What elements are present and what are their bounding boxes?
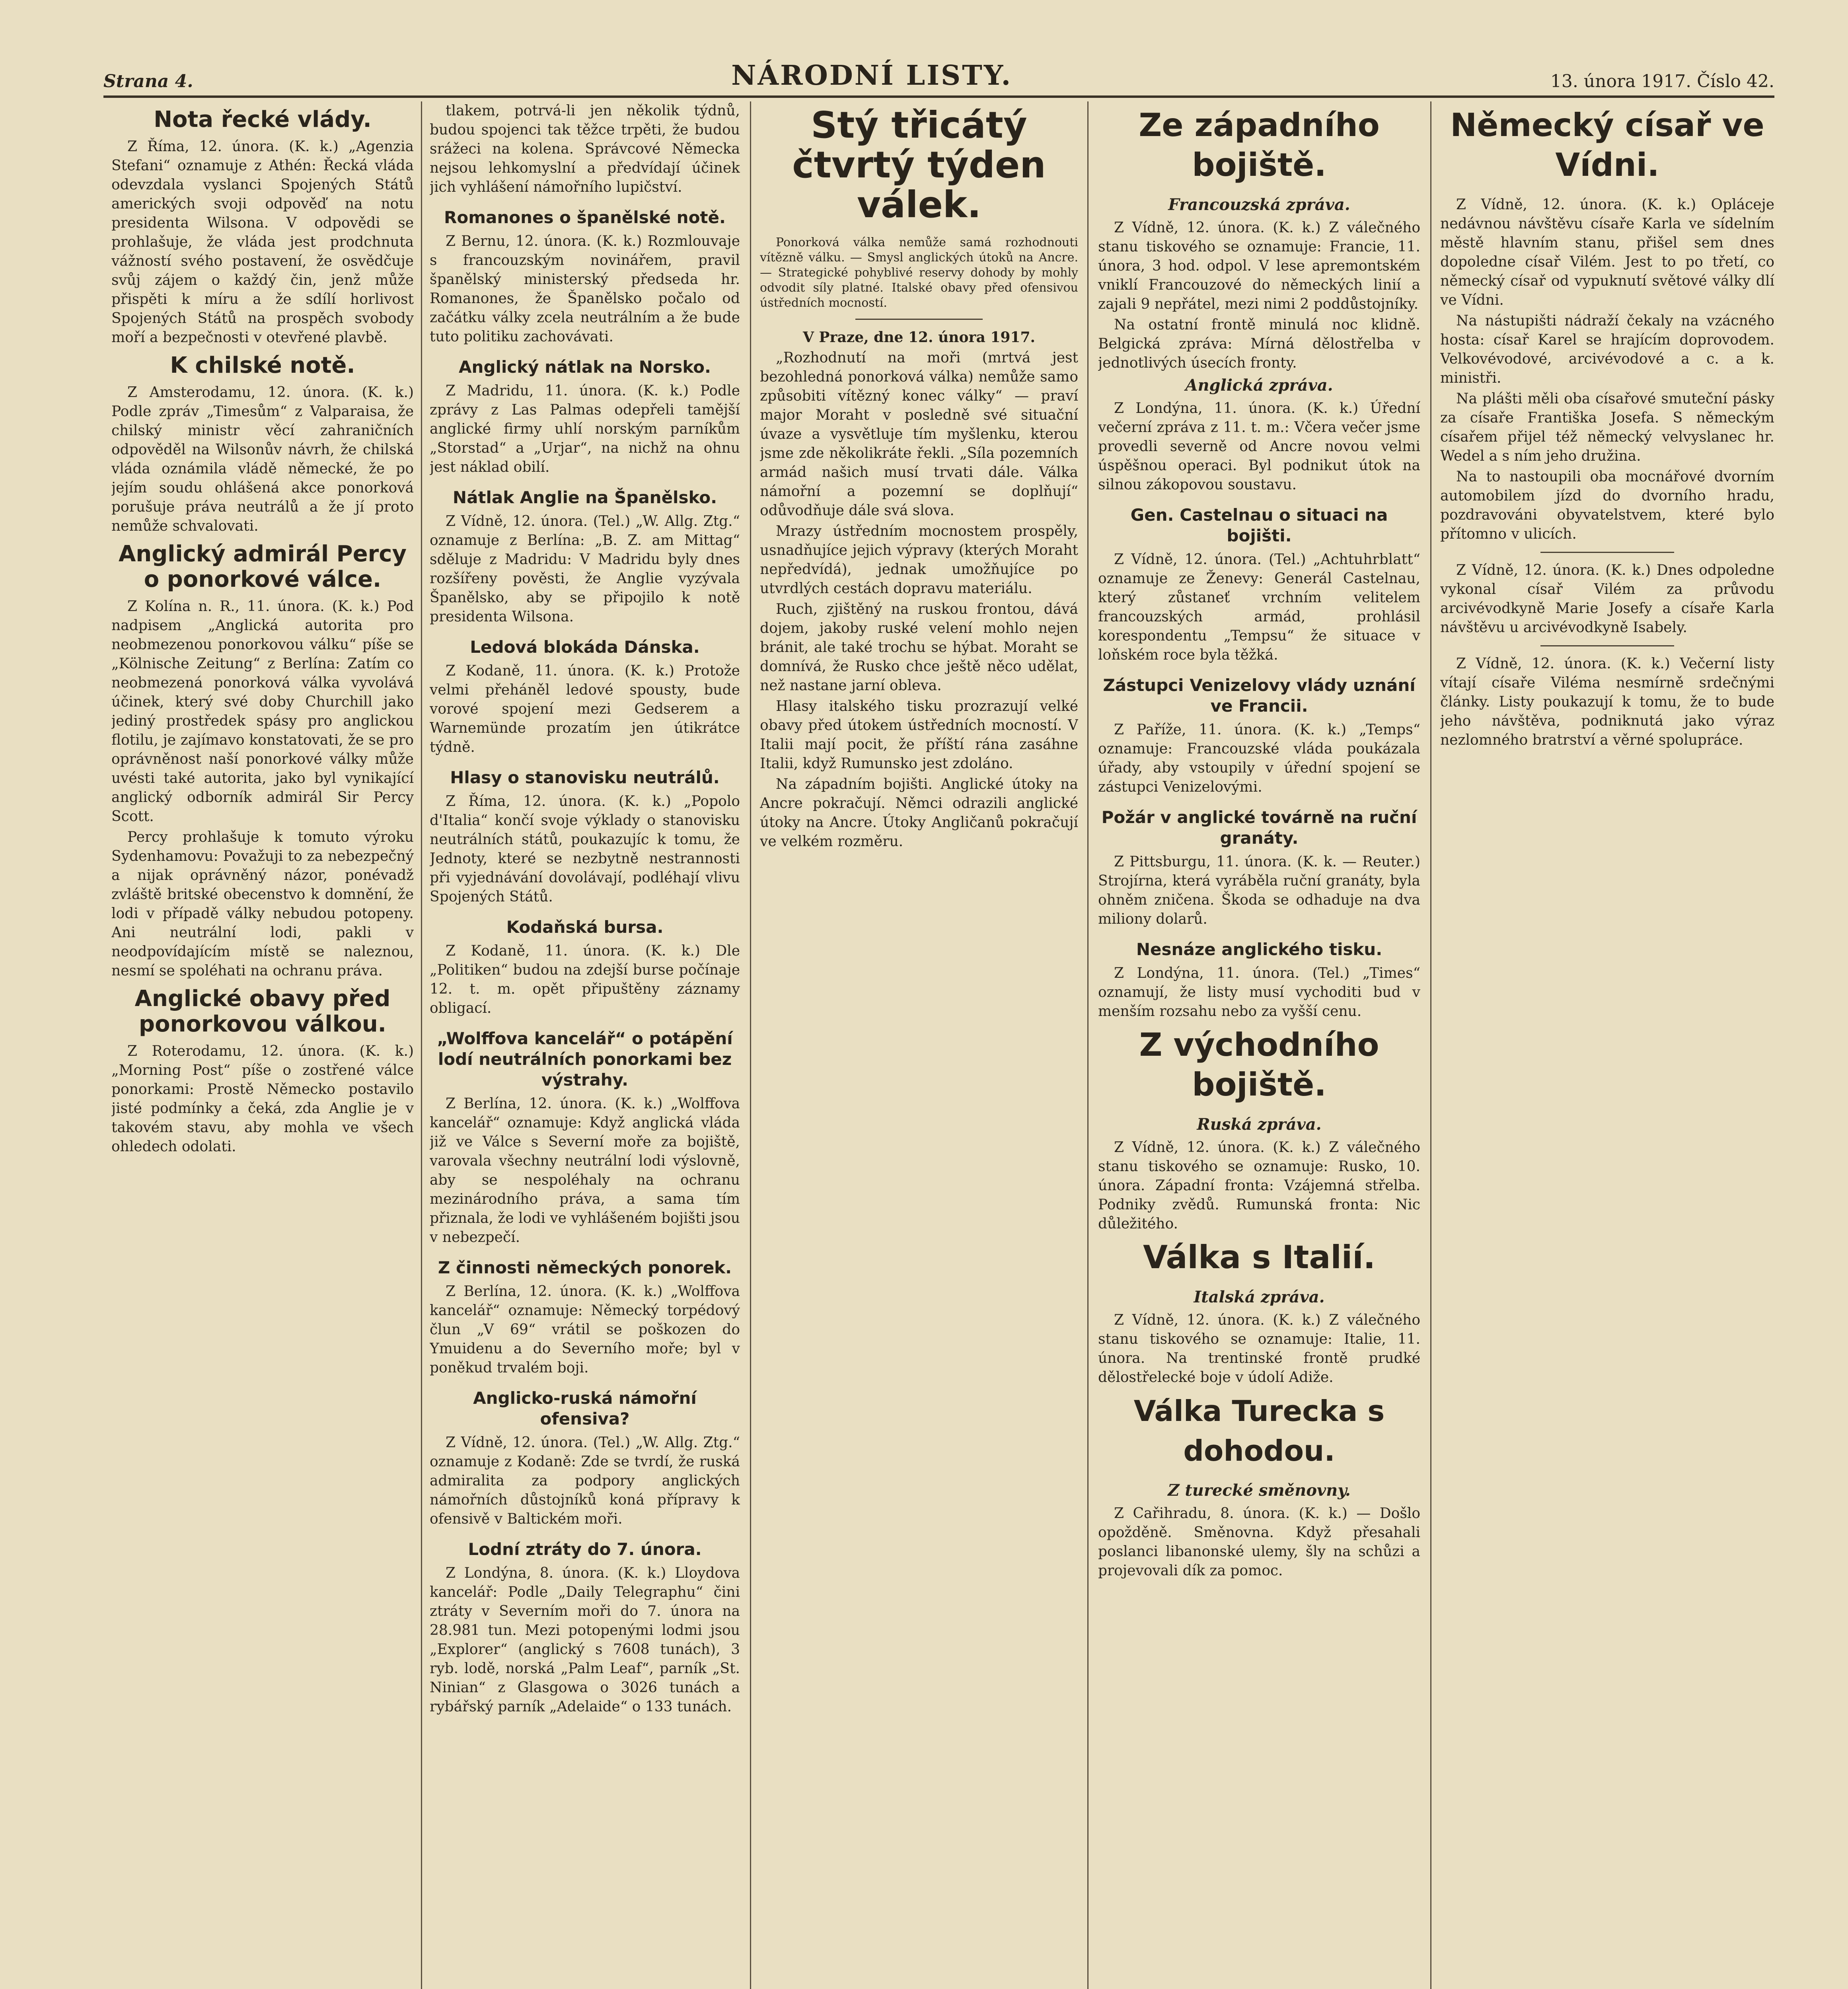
article-headline: Hlasy o stanovisku neutrálů. — [450, 768, 720, 787]
article-text: Na to nastoupili oba mocnářové dvorním automobilem jízd do dvorního hradu, pozdravováni obyvatelstvem, které bylo přítomno v ulicích. — [1440, 469, 1774, 542]
article-headline: Romanones o španělské notě. — [444, 208, 726, 227]
article-headline: Požár v anglické továrně na ruční granáty. — [1101, 808, 1417, 848]
article-text: Ruch, zjištěný na ruskou frontou, dává dojem, jakoby ruské velení mohlo nejen bránit, ale také trochu se hýbat. Moraht se domnívá, že Rusko chce ještě něco udělat, než nastane jarní obleva. — [760, 601, 1078, 694]
article-subhead: Italská zpráva. — [1194, 1288, 1325, 1306]
article-headline: Ledová blokáda Dánska. — [470, 637, 700, 657]
column-divider — [1430, 101, 1431, 1989]
column-3 — [760, 101, 1078, 1989]
article-text: Z Vídně, 12. února. (K. k.) Opláceje nedávnou návštěvu císaře Karla ve sídelním městě hlavním stanu, přišel sem dnes dopoledne císař Vilém. Jest to po třetí, co německý císař od vypuknutí světové války dlí ve Vídni. — [1440, 197, 1774, 308]
column-1 — [111, 101, 414, 1989]
article-text: Z Vídně, 12. února. (K. k.) Večerní listy vítají císaře Viléma nesmírně srdečnými články. Listy poukazují k tomu, že to bude jeho návštěva, podniknutá jako výraz nezlomného bratrství a věrné spolupráce. — [1440, 656, 1774, 748]
article-text: Z Berlína, 12. února. (K. k.) „Wolffova kancelář“ oznamuje: Německý torpédový člun „V 69“ vrátil se poškozen do Ymuidenu a do Severního moře; byl v poněkud trvalém boji. — [430, 1283, 740, 1376]
article-headline: Nota řecké vlády. — [154, 107, 372, 132]
article-headline: Německý císař ve Vídni. — [1450, 107, 1764, 183]
article-headline: Nátlak Anglie na Španělsko. — [452, 488, 717, 507]
article-headline: Anglický admirál Percy o ponorkové válce. — [119, 541, 407, 592]
article-headline: Zástupci Venizelovy vlády uznání ve Francii. — [1103, 675, 1416, 716]
article-text: Z Roterodamu, 12. února. (K. k.) „Morning Post“ píše o zostřené válce ponorkami: Prostě Německo postavilo jisté podmínky a čeká, zda Anglie je v takovém stavu, aby mohla ve všech ohledech odolati. — [111, 1043, 414, 1155]
column-4 — [1098, 101, 1420, 1989]
article-subhead: Anglická zpráva. — [1185, 376, 1333, 395]
article-text: Z Vídně, 12. února. (K. k.) Z válečného stanu tiskového se oznamuje: Francie, 11. února, 3 hod. odpol. V lese apremontském vniklí Francouzové do německých linií a zajali 9 nepřátel, mezi nimi 2 poddůstojníky. — [1098, 220, 1420, 312]
column-divider — [421, 101, 422, 1989]
article-text: Z Londýna, 8. února. (K. k.) Lloydova kancelář: Podle „Daily Telegraphu“ čini ztráty v Severním moři do 7. února na 28.981 tun. Mezi potopenými lodmi jsou „Explorer“ (anglický s 7608 tunách), 3 ryb. lodě, norská „Palm Leaf“, parník „St. Ninian“ z Glasgowa o 3026 tunách a rybářský parník „Adelaide“ o 133 tunách. — [430, 1565, 740, 1715]
article-headline: Stý třicátý čtvrtý týden válek. — [792, 104, 1046, 226]
article-headline: Gen. Castelnau o situaci na bojišti. — [1130, 505, 1388, 545]
article-text: Z Bernu, 12. února. (K. k.) Rozmlouvaje s francouzským novinářem, pravil španělský ministerský předseda hr. Romanones, že Španělsko počalo od začátku války zcela neutrálním a že bude tuto politiku zachovávati. — [430, 233, 740, 345]
column-divider — [1087, 101, 1089, 1989]
article-text: Z Vídně, 12. února. (Tel.) „W. Allg. Ztg.“ oznamuje z Kodaně: Zde se tvrdí, že ruská admiralita za podpory anglických námořních důstojníků koná přípravy k ofensivě v Baltickém moři. — [430, 1434, 740, 1527]
article-text: Z Amsterodamu, 12. února. (K. k.) Podle zpráv „Timesům“ z Valparaisa, že chilský ministr věcí zahraničních odpověděl na Wilsonův návrh, že chilská vláda oznámila vládě německé, že po jejím soudu ohlášená akce ponorková porušuje práva neutrálů a že jí proto nemůže schvalovati. — [111, 384, 414, 534]
article-text: Z Říma, 12. února. (K. k.) „Popolo d'Italia“ končí svoje výklady o stanovisku neutrálních států, poukazujíc k tomu, že Jednoty, které se nezbytně nestrannosti při vyjednávání dovolávají, podléhají vlivu Spojených Států. — [430, 793, 740, 905]
article-text: Z Paříže, 11. února. (K. k.) „Temps“ oznamuje: Francouzské vláda poukázala úřady, aby vstoupily v úřední spojení se zástupci Venizelovými. — [1098, 722, 1420, 795]
dateline: V Praze, dne 12. února 1917. — [802, 329, 1036, 346]
article-text: Hlasy italského tisku prozrazují velké obavy před útokem ústředních mocností. V Italii mají pocit, že příští rána zasáhne Italii, když Rumunsko jest zdoláno. — [760, 698, 1078, 772]
article-headline: Válka Turecka s dohodou. — [1133, 1394, 1385, 1467]
page-header — [103, 60, 1774, 98]
article-headline: Z činnosti německých ponorek. — [438, 1258, 732, 1277]
article-text: Z Vídně, 12. února. (K. k.) Z válečného stanu tiskového se oznamuje: Italie, 11. února. Na trentinské frontě prudké dělostřelecké boje v údolí Adiže. — [1098, 1312, 1420, 1386]
separator — [1540, 645, 1674, 646]
article-text: Na západním bojišti. Anglické útoky na Ancre pokračují. Němci odrazili anglické útoky na Ancre. Útoky Angličanů pokračují ve velkém rozměru. — [760, 776, 1078, 850]
article-text: Z Cařihradu, 8. února. (K. k.) — Došlo opožděně. Směnovna. Když přesahali poslanci libanonské ulemy, šly na schůzi a projevovali dík za pomoc. — [1098, 1505, 1420, 1579]
article-subhead: Ruská zpráva. — [1197, 1115, 1322, 1134]
article-headline: Válka s Italií. — [1143, 1239, 1376, 1276]
article-text: Na plášti měli oba císařové smuteční pásky za císaře Františka Josefa. S německým císařem přijel též německý velvyslanec hr. Wedel a s ním jeho družina. — [1440, 391, 1774, 464]
article-text: Mrazy ústředním mocnostem prospěly, usnadňujíce jejich výpravy (kterých Moraht nepředvídá), jednak umožňujíce po utvrdlých cestách dopravu materiálu. — [760, 523, 1078, 597]
article-text: Z Pittsburgu, 11. února. (K. k. — Reuter.) Strojírna, která vyráběla ruční granáty, byla ohněm zničena. Škoda se odhaduje na dva miliony dolarů. — [1098, 854, 1420, 927]
article-text: Na nástupišti nádraží čekaly na vzácného hosta: císař Karel se hrajícím doprovodem. Velkovévodové, arcivévodové a c. a k. ministři. — [1440, 313, 1774, 386]
article-text: Z Vídně, 12. února. (Tel.) „Achtuhrblatt“ oznamuje ze Ženevy: Generál Castelnau, který zůstaneť vrchním velitelem francouzských armád, prohlásil korespondentu „Tempsu“ že situace v loňském roce byla těžká. — [1098, 551, 1420, 663]
article-text: „Rozhodnutí na moři (mrtvá jest bezohledná ponorková válka) nemůže samo způsobiti vítězný konec války“ — praví major Moraht v posledně své situační úvaze a vysvětluje tím myšlenku, kterou jsme zde několikráte řekli. „Síla pozemních armád našich musí trvati dále. Válka námořní a pozemní se doplňují“ odůvodňuje dále svá slova. — [760, 350, 1078, 519]
article-text: Z Madridu, 11. února. (K. k.) Podle zprávy z Las Palmas odepřeli tamější anglické firmy uhlí norským parníkům „Storstad“ a „Urjar“, na nichž na ohnu jest náklad obilí. — [430, 383, 740, 475]
article-text: Z Vídně, 12. února. (Tel.) „W. Allg. Ztg.“ oznamuje z Berlína: „B. Z. am Mittag“ sděluje z Madridu: V Madridu byly dnes rozšířeny pověsti, že Anglie vyzývala Španělsko, aby se připojilo k notě presidenta Wilsona. — [430, 513, 740, 625]
column-divider — [750, 101, 751, 1989]
article-headline: Anglické obavy před ponorkovou válkou. — [134, 986, 391, 1037]
article-text: Z Berlína, 12. února. (K. k.) „Wolffova kancelář“ oznamuje: Když anglická vláda již ve Válce s Severní moře za bojiště, varovala všechny neutrální lodi výslovně, aby se nespoléhaly na ochranu mezinárodního práva, a sama tím přiznala, že lodi ve vyhlášeném bojišti jsou v nebezpečí. — [430, 1096, 740, 1246]
page-number: Strana 4. — [103, 71, 193, 91]
article-text: Na ostatní frontě minulá noc klidně. Belgická zpráva: Mírná dělostřelba v jednotlivých úsecích fronty. — [1098, 317, 1420, 371]
article-text: Z Londýna, 11. února. (K. k.) Úřední večerní zpráva z 11. t. m.: Včera večer jsme provedli severně od Ancre novou velmi úspěšnou operaci. Byl podnikut útok na silnou zákopovou soustavu. — [1098, 400, 1420, 493]
article-text: Z Vídně, 12. února. (K. k.) Z válečného stanu tiskového se oznamuje: Rusko, 10. února. Západní fronta: Vzájemná střelba. Podniky zvědů. Rumunská fronta: Nic důležitého. — [1098, 1139, 1420, 1232]
article-headline: K chilské notě. — [170, 352, 355, 378]
article-subhead: Z turecké směnovny. — [1168, 1481, 1351, 1500]
newspaper-title: NÁRODNÍ LISTY. — [731, 60, 1013, 91]
article-headline: Anglicko-ruská námořní ofensiva? — [473, 1388, 697, 1428]
article-text: Percy prohlašuje k tomuto výroku Sydenhamovu: Považuji to za nebezpečný a nijak oprávněný názor, ponévadž zvláště britské obecenstvo k domnění, že lodi v případě války nebudou potopeny. Ani neutrální lodi, pakli v neodpovídajícím místě se naleznou, nesmí se spoléhati na ochranu práva. — [111, 829, 414, 979]
article-text: Z Vídně, 12. února. (K. k.) Dnes odpoledne vykonal císař Vilém za průvodu arcivévodkyně Marie Josefy a císaře Karla návštěvu u arcivévodkyně Isabely. — [1440, 562, 1774, 636]
article-headline: Kodaňská bursa. — [506, 917, 664, 937]
column-2 — [430, 101, 740, 1989]
article-headline: Lodní ztráty do 7. února. — [468, 1539, 702, 1559]
article-headline: Ze západního bojiště. — [1139, 107, 1380, 183]
article-text: Z Kolína n. R., 11. února. (K. k.) Pod nadpisem „Anglická autorita pro neobmezenou ponorkovou válku“ píše se „Kölnische Zeitung“ z Berlína: Zatím co neobmezená ponorková válka vyvolává účinek, který své doby Churchill jako jediný prostředek spásy pro anglickou flotilu, je zajímavo konstatovati, že se pro oprávněnost naší ponorkové války může uvésti také autorita, jako byl vynikající anglický odborník admirál Sir Percy Scott. — [111, 598, 414, 825]
article-text: Z Říma, 12. února. (K. k.) „Agenzia Stefani“ oznamuje z Athén: Řecká vláda odevzdala vyslanci Spojených Států amerických svoji odpověď na notu presidenta Wilsona. V odpovědi se prohlašuje, že vláda jest prodchnuta vážností svého postavení, že osvědčuje svůj zájem o každý čin, jenž může přispěti k míru a že sdílí horlivost Spojených Států na prospěch svobody moří a bezpečnosti v otevřené plavbě. — [111, 138, 414, 346]
article-headline: Z východního bojiště. — [1139, 1026, 1379, 1103]
article-text: Z Kodaně, 11. února. (K. k.) Protože velmi přeháněl ledové spousty, bude vorové spojení mezi Gedserem a Warnemünde prozatím jen útikrátce týdně. — [430, 663, 740, 755]
issue-date: 13. února 1917. Číslo 42. — [1550, 71, 1774, 91]
article-headline: Nesnáze anglického tisku. — [1136, 940, 1383, 959]
article-subhead: Francouzská zpráva. — [1168, 195, 1350, 214]
article-text: Z Kodaně, 11. února. (K. k.) Dle „Politiken“ budou na zdejší burse počínaje 12. t. m. opět připuštěny záznamy obligací. — [430, 943, 740, 1016]
article-text: tlakem, potrvá-li jen několik týdnů, budou spojenci tak těžce trpěti, že budou srážeci na kolena. Správcové Německa nejsou lehkomyslní a předvídají účinek jich vyhlášení námořního lupičství. — [430, 103, 740, 195]
article-summary: Ponorková válka nemůže samá rozhodnouti vítězně válku. — Smysl anglických útoků na Ancre. — Strategické pohyblivé reservy dohody by mohly odvodit síly platné. Italské obavy před ofensivou ústředních mocností. — [760, 235, 1078, 310]
article-headline: „Wolffova kancelář“ o potápění lodí neutrálních ponorkami bez výstrahy. — [437, 1029, 733, 1090]
column-5 — [1440, 101, 1774, 1989]
separator — [855, 319, 983, 320]
separator — [1540, 552, 1674, 553]
article-headline: Anglický nátlak na Norsko. — [459, 357, 711, 377]
article-text: Z Londýna, 11. února. (Tel.) „Times“ oznamují, že listy musí vychoditi bud v menším rozsahu nebo za vyšší cenu. — [1098, 965, 1420, 1020]
